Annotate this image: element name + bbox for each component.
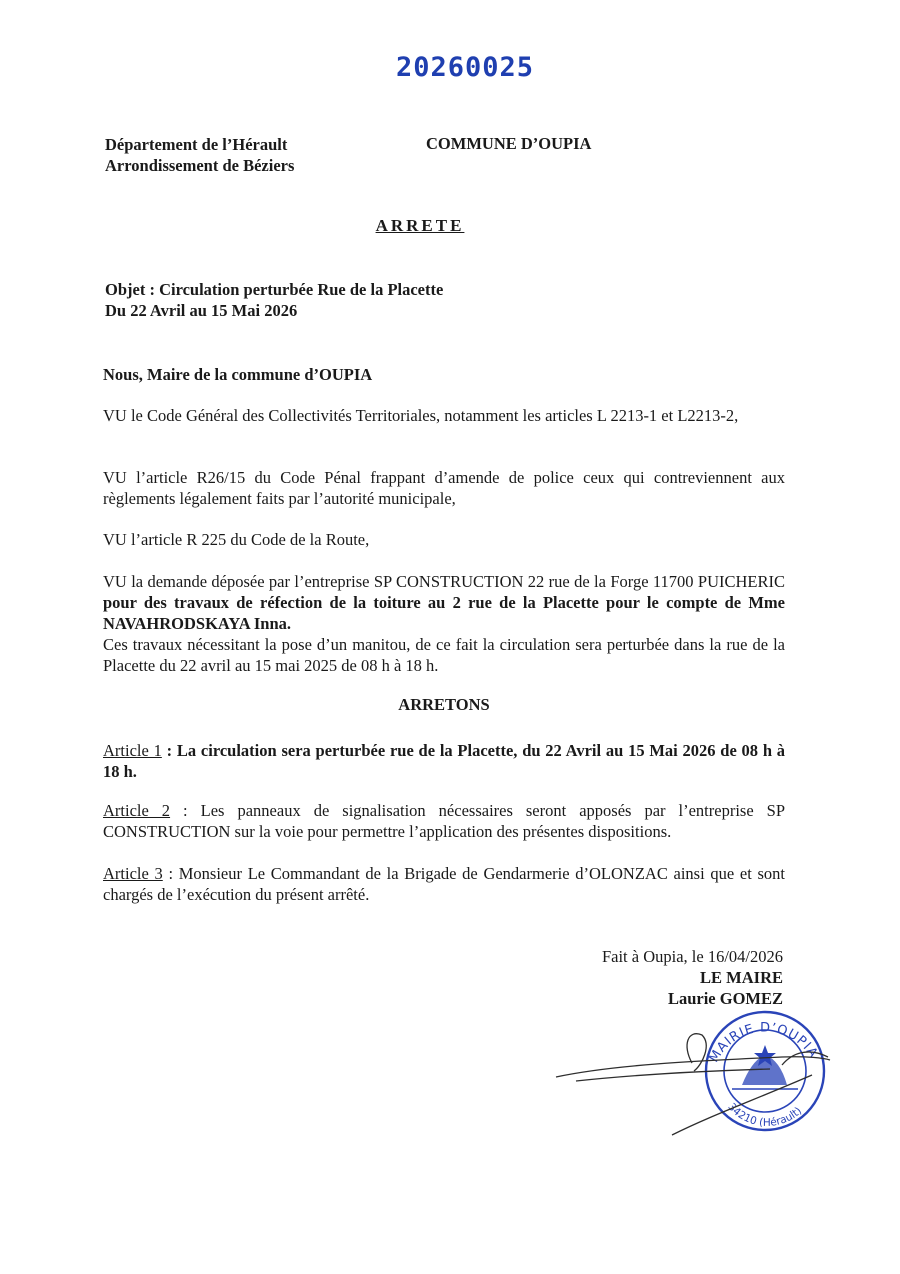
intro-line: Nous, Maire de la commune d’OUPIA	[103, 365, 373, 384]
article-2-separator: :	[170, 801, 201, 820]
article-2	[103, 800, 785, 842]
signature-name: Laurie GOMEZ	[667, 989, 783, 1008]
article-3	[103, 863, 785, 905]
document-title: ARRETE	[375, 216, 465, 235]
article-3-label: Article 3	[103, 864, 163, 883]
article-1-label: Article 1	[103, 741, 162, 760]
registration-number: 20260025	[396, 52, 535, 83]
seal-bottom-text-path: 34210 (Hérault)	[725, 1100, 805, 1129]
commune-name: COMMUNE D’OUPIA	[426, 134, 592, 153]
vu-paragraph-1: VU le Code Général des Collectivités Territoriales, notamment les articles L 2213-1 et L2213-2,	[103, 406, 739, 425]
arrondissement-line: Arrondissement de Béziers	[105, 156, 295, 175]
signature-role: LE MAIRE	[700, 968, 783, 987]
request-works-text: pour des travaux de réfection de la toiture au 2 rue de la Placette pour le compte de Mme NAVAHRODSKAYA Inna.	[103, 593, 785, 633]
arretons-heading: ARRETONS	[398, 695, 490, 714]
article-2-text: Les panneaux de signalisation nécessaires seront apposés par l’entreprise SP CONSTRUCTION sur la voie pour permettre l’application des présentes dispositions.	[103, 801, 785, 841]
signature-place-date: Fait à Oupia, le 16/04/2026	[601, 947, 783, 966]
subject-line: Objet : Circulation perturbée Rue de la Placette	[105, 280, 444, 299]
vu-paragraph-3: VU l’article R 225 du Code de la Route,	[103, 530, 370, 549]
administrative-header	[105, 134, 294, 176]
signature-block	[602, 946, 783, 1009]
article-1	[103, 740, 785, 782]
article-1-text: La circulation sera perturbée rue de la Placette, du 22 Avril au 15 Mai 2026 de 08 h à 18 h.	[103, 741, 786, 781]
request-consequence: Ces travaux nécessitant la pose d’un manitou, de ce fait la circulation sera perturbée dans la rue de la Placette du 22 avril au 15 mai 2025 de 08 h à 18 h.	[103, 635, 785, 675]
article-2-label: Article 2	[103, 801, 171, 820]
subject-dates: Du 22 Avril au 15 Mai 2026	[105, 301, 298, 320]
vu-paragraph-2: VU l’article R26/15 du Code Pénal frappant d’amende de police ceux qui contreviennent aux règlements légalement faits par l’autorité municipale,	[103, 468, 785, 508]
seal-top-text-path: MAIRIE D’OUPIA	[706, 1020, 821, 1066]
article-3-separator: :	[162, 864, 179, 883]
article-1-separator: :	[161, 741, 177, 760]
request-text: VU la demande déposée par l’entreprise SP CONSTRUCTION 22 rue de la Forge 11700 PUICHERIC	[103, 572, 785, 591]
article-3-text: Monsieur Le Commandant de la Brigade de Gendarmerie d’OLONZAC ainsi que et sont chargés de l’exécution du présent arrêté.	[103, 864, 786, 904]
seal-bottom-text	[725, 1101, 804, 1129]
request-paragraph	[103, 571, 785, 676]
mayor-stamp-and-signature	[552, 1005, 842, 1140]
department-line: Département de l’Hérault	[105, 135, 288, 154]
subject-block	[105, 279, 443, 321]
